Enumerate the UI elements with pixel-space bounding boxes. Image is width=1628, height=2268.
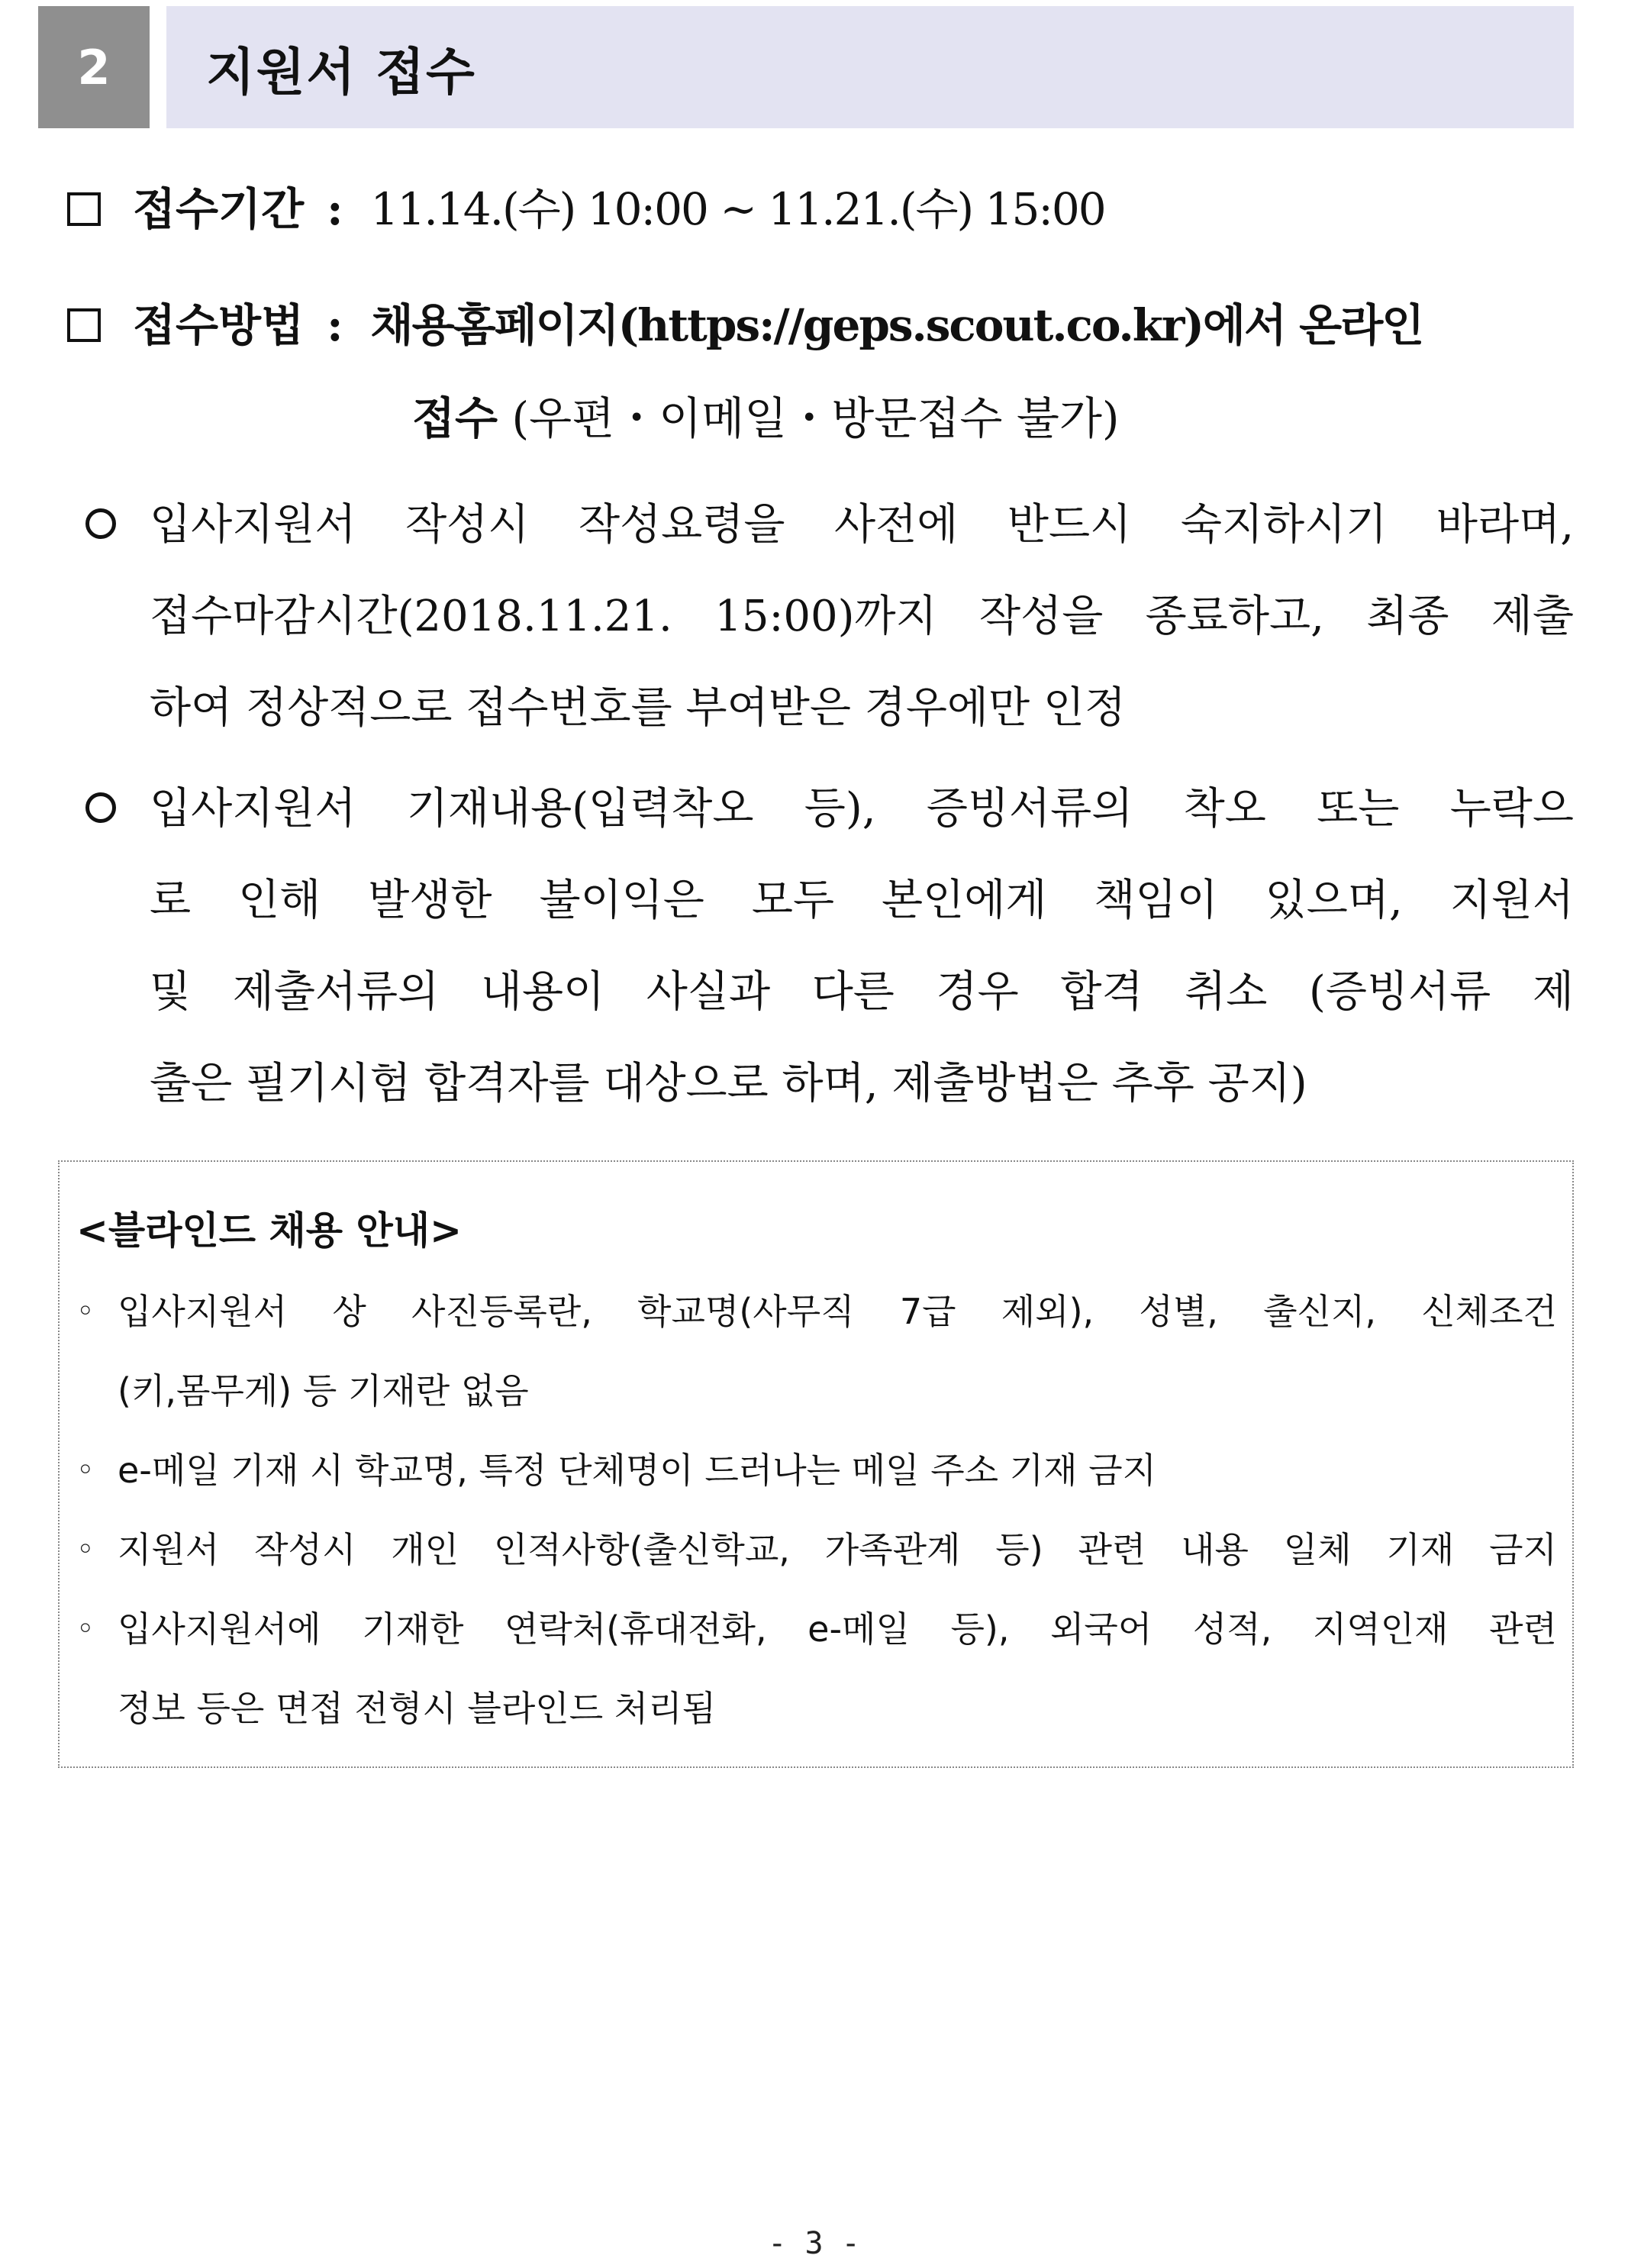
- blind-hiring-box: [58, 1160, 1574, 1768]
- note-line: 접수마감시간(2018.11.21. 15:00)까지 작성을 종료하고, 최종 제출: [150, 592, 1574, 641]
- blind-item-line: e-메일 기재 시 학교명, 특정 단체명이 드러나는 메일 주소 기재 금지: [118, 1450, 1157, 1491]
- blind-item-line: 입사지원서에 기재한 연락처(휴대전화, e-메일 등), 외국어 성적, 지역인재 관련: [118, 1608, 1557, 1650]
- blind-item: [76, 1589, 1557, 1748]
- small-circle-bullet-icon: ◦: [76, 1294, 95, 1329]
- method-item: [67, 299, 1423, 351]
- checkbox-icon: [67, 192, 101, 226]
- page-number: - 3 -: [768, 2226, 860, 2261]
- method-value-line2-bold: 접수: [412, 392, 498, 444]
- note-item: [85, 487, 1574, 733]
- blind-hiring-title: <블라인드 채용 안내>: [76, 1208, 463, 1253]
- blind-item: [76, 1272, 1557, 1431]
- period-label: 접수기간: [133, 183, 305, 235]
- period-value: 11.14.(수) 10:00 ~ 11.21.(수) 15:00: [370, 183, 1105, 235]
- note-line: 및 제출서류의 내용이 사실과 다른 경우 합격 취소 (증빙서류 제: [150, 967, 1574, 1017]
- blind-item-line: 정보 등은 면접 전형시 블라인드 처리됨: [118, 1688, 717, 1729]
- note-line: 출은 필기시험 합격자를 대상으로 하며, 제출방법은 추후 공지): [150, 1059, 1307, 1108]
- method-label: 접수방법: [133, 299, 305, 351]
- small-circle-bullet-icon: ◦: [76, 1532, 95, 1567]
- small-circle-bullet-icon: ◦: [76, 1611, 95, 1647]
- method-value-line1: 채용홈페이지(https://geps.scout.co.kr)에서 온라인: [370, 299, 1423, 351]
- checkbox-icon: [67, 308, 101, 342]
- period-colon: :: [327, 183, 343, 235]
- hollow-circle-bullet-icon: [85, 508, 116, 539]
- section-header: [38, 6, 1574, 128]
- small-circle-bullet-icon: ◦: [76, 1453, 95, 1488]
- method-value-line2-rest: (우편・이메일・방문접수 불가): [498, 392, 1120, 444]
- section-title-bar: [166, 6, 1574, 128]
- method-colon: :: [327, 299, 343, 351]
- blind-item-line: 지원서 작성시 개인 인적사항(출신학교, 가족관계 등) 관련 내용 일체 기재 금지: [118, 1529, 1557, 1570]
- blind-item-line: (키,몸무게) 등 기재란 없음: [118, 1370, 529, 1411]
- section-title: 지원서 접수: [206, 42, 476, 102]
- hollow-circle-bullet-icon: [85, 792, 116, 823]
- blind-item-line: 입사지원서 상 사진등록란, 학교명(사무직 7급 제외), 성별, 출신지, 신체조건: [118, 1291, 1557, 1332]
- blind-item: [76, 1431, 1557, 1510]
- blind-item: [76, 1510, 1557, 1589]
- section-number: 2: [38, 6, 150, 128]
- note-line: 입사지원서 기재내용(입력착오 등), 증빙서류의 착오 또는 누락으: [150, 784, 1574, 834]
- note-line: 로 인해 발생한 불이익은 모두 본인에게 책임이 있으며, 지원서: [150, 876, 1574, 925]
- period-item: [67, 183, 1105, 235]
- note-line: 입사지원서 작성시 작성요령을 사전에 반드시 숙지하시기 바라며,: [150, 500, 1574, 550]
- note-item: [85, 771, 1574, 1107]
- note-line: 하여 정상적으로 접수번호를 부여받은 경우에만 인정: [150, 683, 1127, 733]
- method-value-line2: [412, 392, 1120, 444]
